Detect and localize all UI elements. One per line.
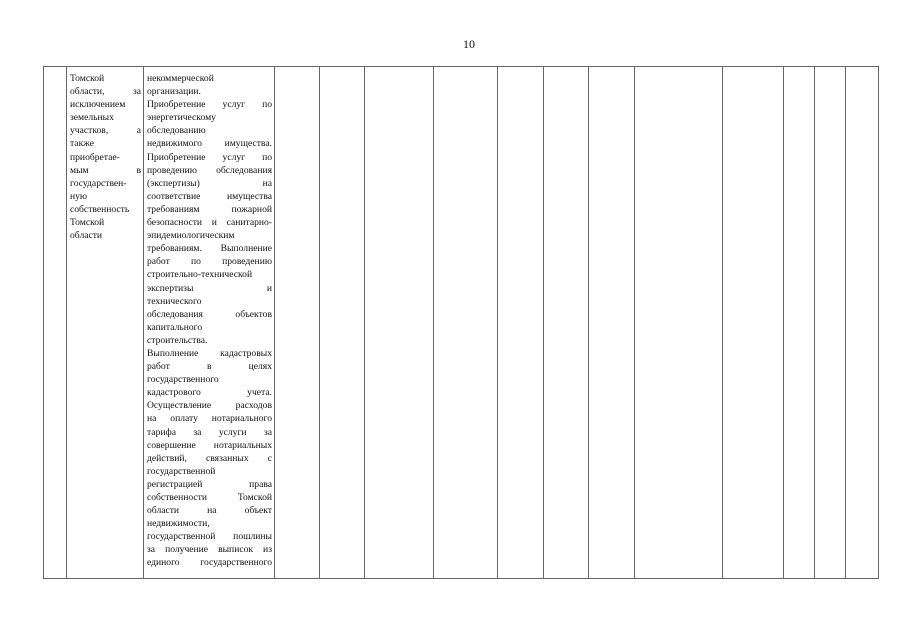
table-cell-activities [144, 67, 275, 579]
text-line: области на объект [147, 505, 272, 517]
text-line: требованиям. Выполнение [147, 243, 272, 255]
table-cell [723, 67, 784, 579]
table-cell [320, 67, 365, 579]
text-line: энергетическому [147, 112, 216, 124]
text-line: совершение нотариальных [147, 439, 272, 451]
table-row [44, 67, 879, 579]
text-line: государственного [147, 374, 219, 386]
text-line: работ в целях [147, 361, 272, 373]
text-line: собственности Томской [147, 492, 272, 503]
text-line: также [70, 138, 94, 150]
text-line: регистрацией права [147, 478, 272, 490]
text-line: обследованию [147, 125, 206, 137]
text-line: области [70, 230, 103, 242]
text-line: Томской [70, 217, 105, 229]
text-line: (экспертизы) на [147, 177, 272, 189]
page-number: 10 [463, 37, 475, 51]
text-line: экспертизы и [147, 282, 272, 294]
text-line: на оплату нотариального [147, 413, 272, 425]
text-line: Выполнение кадастровых [147, 347, 272, 359]
text-line: приобретае- [70, 151, 120, 163]
text-line: капитального [147, 321, 203, 333]
text-line: недвижимости, [147, 518, 210, 530]
table-cell [784, 67, 815, 579]
table-cell [589, 67, 635, 579]
text-line: эпидемиологическим [147, 230, 235, 242]
text-line: государственной [147, 465, 216, 477]
text-line: строительства. [147, 334, 208, 346]
text-line: организации. [147, 86, 201, 98]
table-cell [846, 67, 879, 579]
table-cell [635, 67, 723, 579]
text-line: строительно-технической [147, 269, 253, 281]
text-line: земельных [70, 112, 114, 124]
object-description [67, 67, 143, 242]
table-cell [544, 67, 589, 579]
text-line: Приобретение услуг по [147, 151, 272, 163]
text-line: действий, связанных с [147, 452, 272, 464]
text-line: области, за [70, 86, 141, 98]
table-cell [815, 67, 846, 579]
text-line: за получение выписок из [147, 544, 272, 556]
budget-table [43, 66, 879, 579]
table-cell [365, 67, 434, 579]
text-line: тарифа за услуги за [147, 426, 272, 438]
table-cell-object [67, 67, 144, 579]
text-line: собственность [70, 203, 130, 215]
text-line: проведению обследования [147, 164, 272, 176]
text-line: Приобретение услуг по [147, 99, 272, 111]
text-line: государствен- [70, 177, 127, 189]
text-line: государственной пошлины [147, 531, 272, 543]
activities-description [144, 67, 274, 570]
text-line: требованиям пожарной [147, 203, 272, 215]
text-line: некоммерческой [147, 73, 214, 84]
table-cell-number [44, 67, 67, 579]
text-line: технического [147, 295, 202, 307]
text-line: ную [70, 190, 88, 202]
text-line: участков, а [70, 125, 141, 137]
text-line: соответствие имущества [147, 190, 272, 202]
text-line: работ по проведению [147, 256, 272, 268]
text-line: Томской [70, 73, 105, 84]
text-line: безопасности и санитарно- [147, 217, 272, 229]
table-cell [434, 67, 498, 579]
text-line: мым в [70, 164, 141, 176]
text-line: Осуществление расходов [147, 400, 272, 412]
text-line: обследования объектов [147, 308, 272, 320]
text-line: исключением [70, 99, 126, 111]
table-cell [275, 67, 320, 579]
text-line: кадастрового учета. [147, 387, 272, 399]
table-cell [498, 67, 544, 579]
text-line: единого государственного [147, 557, 272, 569]
text-line: недвижимого имущества. [147, 138, 272, 150]
